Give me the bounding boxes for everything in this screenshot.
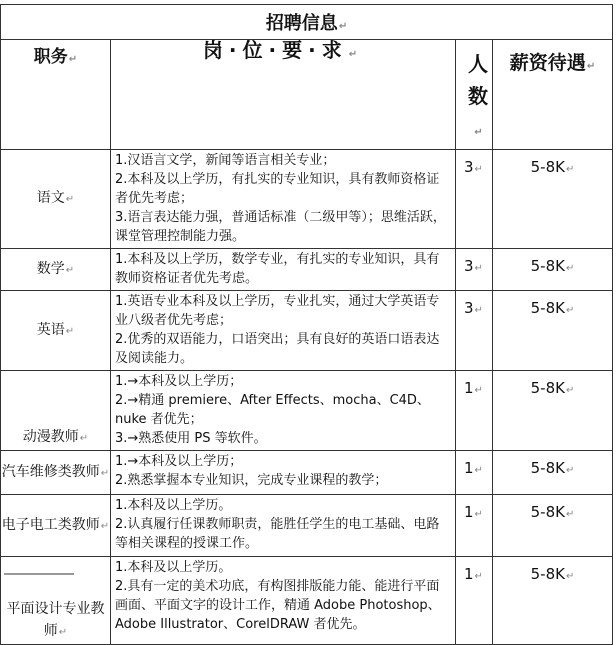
table-row xyxy=(1,451,613,495)
row-role: 平面设计专业教师↵ xyxy=(1,557,111,645)
row-requirements: 1.汉语言文学，新闻等语言相关专业； 2.本科及以上学历，有扎实的专业知识，具有教师资格证者优先考虑； 3.语言表达能力强，普通话标准（二级甲等）；思维活跃，课堂管理控制能力强。 xyxy=(111,150,456,249)
row-requirements: 1.→本科及以上学历； 2.熟悉掌握本专业知识，完成专业课程的教学； xyxy=(111,451,456,495)
cut-off-footer-text xyxy=(4,572,124,577)
row-salary: 5-8K↵ xyxy=(493,371,613,451)
recruitment-table xyxy=(0,4,613,645)
row-role: 语文↵ xyxy=(1,150,111,249)
table-row xyxy=(1,371,613,451)
row-requirements: 1.本科及以上学历。 2.认真履行任课教师职责，能胜任学生的电工基础、电路等相关课程的授课工作。 xyxy=(111,495,456,557)
row-requirements: 1.本科及以上学历。 2.具有一定的美术功底，有构图排版能力能、能进行平面画面、平面文字的设计工作，精通 Adobe Photoshop、Adobe Illustrator、CorelDRAW 者优先。 xyxy=(111,557,456,645)
row-count: 1↵ xyxy=(456,451,493,495)
table-title: 招聘信息↵ xyxy=(1,5,613,40)
row-count: 3↵ xyxy=(456,291,493,371)
row-role: 汽车维修类教师↵ xyxy=(1,451,111,495)
table-row xyxy=(1,495,613,557)
table-row xyxy=(1,557,613,645)
row-count: 1↵ xyxy=(456,371,493,451)
row-salary: 5-8K↵ xyxy=(493,291,613,371)
row-count: 1↵ xyxy=(456,557,493,645)
table-row xyxy=(1,249,613,291)
row-salary: 5-8K↵ xyxy=(493,557,613,645)
row-salary: 5-8K↵ xyxy=(493,249,613,291)
header-count: 人数↵ xyxy=(456,40,493,150)
table-row xyxy=(1,150,613,249)
header-role: 职务↵ xyxy=(1,40,111,150)
row-role: 数学↵ xyxy=(1,249,111,291)
row-requirements: 1.英语专业本科及以上学历，专业扎实，通过大学英语专业八级者优先考虑； 2.优秀的双语能力，口语突出；具有良好的英语口语表达及阅读能力。 xyxy=(111,291,456,371)
row-count: 3↵ xyxy=(456,249,493,291)
row-salary: 5-8K↵ xyxy=(493,495,613,557)
row-role: 动漫教师↵ xyxy=(1,371,111,451)
table-row xyxy=(1,291,613,371)
row-role: 电子电工类教师↵ xyxy=(1,495,111,557)
row-requirements: 1.本科及以上学历，数学专业，有扎实的专业知识，具有教师资格证者优先考虑。 xyxy=(111,249,456,291)
row-role: 英语↵ xyxy=(1,291,111,371)
row-count: 1↵ xyxy=(456,495,493,557)
row-count: 3↵ xyxy=(456,150,493,249)
row-salary: 5-8K↵ xyxy=(493,451,613,495)
header-requirements: 岗·位·要·求↵ xyxy=(111,40,456,150)
header-salary: 薪资待遇↵ xyxy=(493,40,613,150)
row-requirements: 1.→本科及以上学历； 2.→精通 premiere、After Effects、mocha、C4D、nuke 者优先； 3.→熟悉使用 PS 等软件。 xyxy=(111,371,456,451)
row-salary: 5-8K↵ xyxy=(493,150,613,249)
header-row xyxy=(1,40,613,150)
